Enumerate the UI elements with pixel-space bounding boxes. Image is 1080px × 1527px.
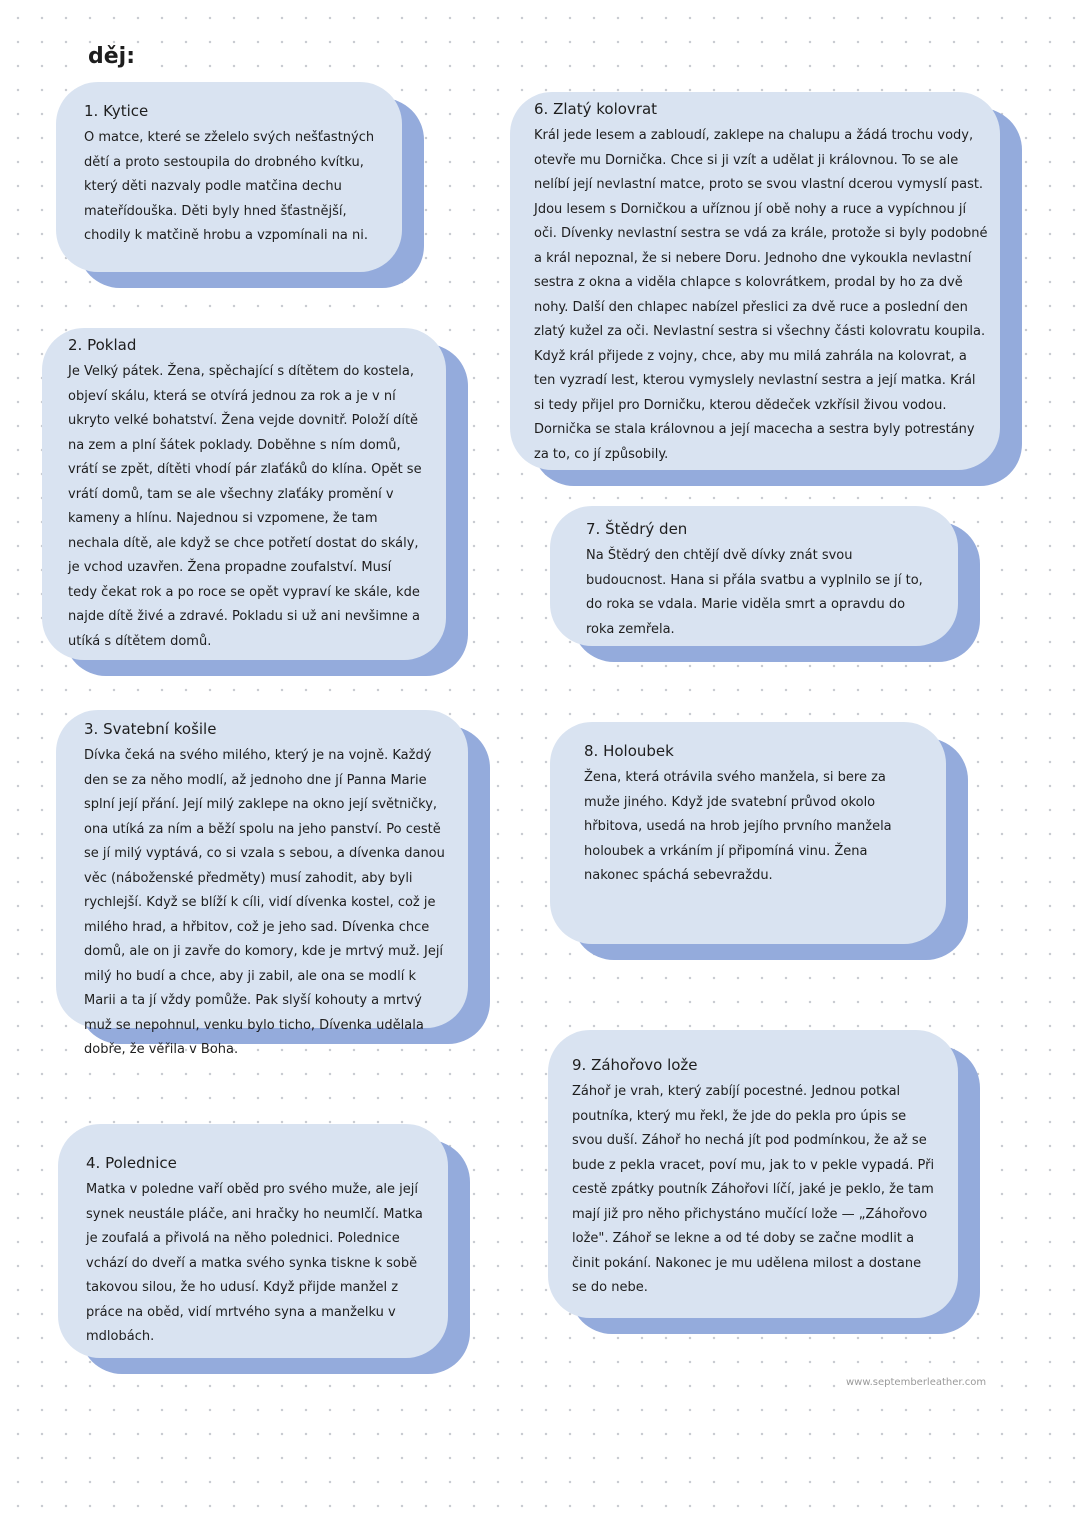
story-card-stedry-den: [550, 506, 958, 646]
story-card-polednice: [58, 1124, 448, 1358]
story-text: Dívka čeká na svého milého, který je na vojně. Každý den se za něho modlí, až jednoho dne jí Panna Marie splní její přání. Její milý zaklepe na okno její světničky, ona utíká za ním a běží spolu na jeho panství. Po cestě se jí milý vyptává, co si vzala s sebou, a dívenka danou věc (náboženské předměty) musí zahodit, aby byli rychlejší. Když se blíží k cíli, vidí dívenka kostel, což je milého hrad, a hřbitov, což je jeho sad. Dívenka chce domů, ale on ji zavře do komory, kde je mrtvý muž. Její milý ho budí a chce, aby ji zabil, ale ona se modlí k Marii a ta jí vždy pomůže. Pak slyší kohouty a mrtvý muž se nepohnul, venku bylo ticho, Dívenka udělala dobře, že věřila v Boha.: [84, 748, 445, 1057]
story-text: Záhoř je vrah, který zabíjí pocestné. Jednou potkal poutníka, který mu řekl, že jde do pekla pro úpis se svou duší. Záhoř ho nechá jít pod podmínkou, že až se bude z pekla vracet, poví mu, jak to v pekle vypadá. Při cestě zpátky poutník Záhořovi líčí, jaké je peklo, že tam mají již pro něho přichystáno mučící lože — „Záhořovo lože". Záhoř se lekne a od té doby se začne modlit a činit pokání. Nakonec je mu udělena milost a dostane se do nebe.: [572, 1084, 935, 1295]
story-card-poklad: [42, 328, 446, 660]
story-title: 3. Svatební košile: [84, 720, 217, 738]
page-heading: děj:: [84, 44, 139, 69]
story-text: Žena, která otrávila svého manžela, si bere za muže jiného. Když jde svatební průvod okolo hřbitova, usedá na hrob jejího prvního manžela holoubek a vrkáním jí připomíná vinu. Žena nakonec spáchá sebevraždu.: [584, 770, 892, 883]
story-card-kytice: [56, 82, 402, 272]
story-card-svatebni-kosile: [56, 710, 468, 1057]
story-card-zahorovo-loze: [548, 1030, 958, 1318]
story-title: 9. Záhořovo lože: [572, 1056, 698, 1074]
story-title: 1. Kytice: [84, 102, 149, 120]
footer-watermark: www.septemberleather.com: [843, 1377, 989, 1388]
story-text: O matce, které se zželelo svých nešťastných dětí a proto sestoupila do drobného kvítku, který děti nazvaly podle matčina dechu mateřídouška. Děti byly hned šťastnější, chodily k matčině hrobu a vzpomínali na ni.: [84, 130, 375, 243]
story-text: Král jede lesem a zabloudí, zaklepe na chalupu a žádá trochu vody, otevře mu Dornička. Chce si ji vzít a udělat ji královnou. To se ale nelíbí její nevlastní matce, proto se svou vlastní dcerou vymyslí past. Jdou lesem s Dorničkou a uříznou jí obě nohy a ruce a vypíchnou jí oči. Dívenky nevlastní sestra se vdá za krále, protože si byly podobné a král nepoznal, že si nebere Doru. Jednoho dne vykoukla nevlastní sestra z okna a viděla chlapce s kolovrátkem, prodal by ho za dvě nohy. Další den chlapec nabízel přeslici za dvě ruce a poslední den zlatý kužel za oči. Nevlastní sestra si všechny části kolovratu koupila. Když král přijede z vojny, chce, aby mu milá zahrála na kolovrat, a ten vyzradí lest, kterou vymyslely nevlastní sestra a její matka. Král si tedy přijel pro Dorničku, kterou dědeček vzkřísil živou vodou. Dornička se stala královnou a její macecha a sestra byly potrestány za to, co jí způsobily.: [534, 128, 988, 462]
story-card-holoubek: [550, 722, 946, 944]
story-title: 7. Štědrý den: [586, 520, 688, 538]
story-title: 6. Zlatý kolovrat: [534, 100, 658, 118]
story-title: 8. Holoubek: [584, 742, 674, 760]
story-title: 4. Polednice: [86, 1154, 177, 1172]
story-card-zlaty-kolovrat: [510, 92, 1000, 470]
story-title: 2. Poklad: [68, 336, 137, 354]
story-text: Je Velký pátek. Žena, spěchající s dítětem do kostela, objeví skálu, která se otvírá jednou za rok a je v ní ukryto velké bohatství. Žena vejde dovnitř. Položí dítě na zem a plní šátek poklady. Doběhne s ním domů, vrátí se zpět, dítěti vhodí pár zlaťáků do klína. Opět se vrátí domů, tam se ale všechny zlaťáky promění v kameny a hlínu. Najednou si vzpomene, že tam nechala dítě, ale když se chce potřetí dostat do skály, je vchod uzavřen. Žena propadne zoufalství. Musí tedy čekat rok a po roce se opět vypraví ke skále, kde najde dítě živé a zdravé. Pokladu si už ani nevšimne a utíká s dítětem domů.: [68, 364, 422, 649]
story-text: Na Štědrý den chtějí dvě dívky znát svou budoucnost. Hana si přála svatbu a vyplnilo se jí to, do roka se vdala. Marie viděla smrt a opravdu do roka zemřela.: [586, 548, 923, 637]
story-text: Matka v poledne vaří oběd pro svého muže, ale její synek neustále pláče, ani hračky ho neumlčí. Matka je zoufalá a přivolá na něho polednici. Polednice vchází do dveří a matka svého synka tiskne k sobě takovou silou, že ho udusí. Když přijde manžel z práce na oběd, vidí mrtvého syna a manželku v mdlobách.: [86, 1182, 423, 1344]
